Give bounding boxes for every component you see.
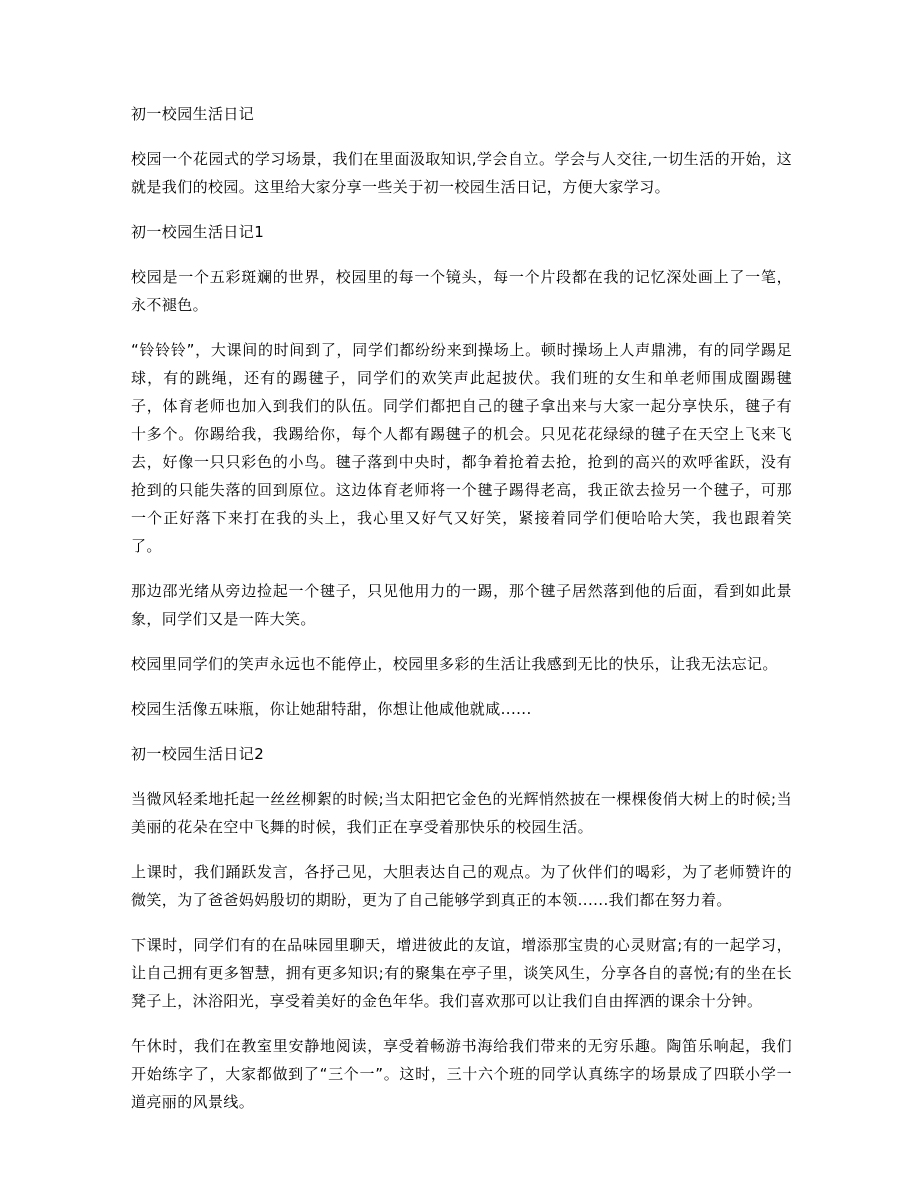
paragraph-diary2-3: 下课时，同学们有的在品味园里聊天，增进彼此的友谊，增添那宝贵的心灵财富;有的一起学习，让自己拥有更多智慧，拥有更多知识;有的聚集在亭子里，谈笑风生，分享各自的喜悦;有的坐在长凳子上，沐浴阳光，享受着美好的金色年华。我们喜欢那可以让我们自由挥洒的课余十分钟。: [131, 936, 792, 1010]
paragraph-diary1-4: 校园里同学们的笑声永远也不能停止，校园里多彩的生活让我感到无比的快乐，让我无法忘记。: [131, 655, 778, 673]
section-heading-diary-1: 初一校园生活日记1: [131, 223, 265, 241]
paragraph-diary2-4: 午休时，我们在教室里安静地阅读，享受着畅游书海给我们带来的无穷乐趣。陶笛乐响起，我们开始练字了，大家都做到了“三个一”。这时，三十六个班的同学认真练字的场景成了四联小学一道亮丽的风景线。: [131, 1037, 792, 1111]
paragraph-diary1-2: “铃铃铃”，大课间的时间到了，同学们都纷纷来到操场上。顿时操场上人声鼎沸，有的同学踢足球，有的跳绳，还有的踢毽子，同学们的欢笑声此起披伏。我们班的女生和单老师围成圈踢毽子，体育老师也加入到我们的队伍。同学们都把自己的毽子拿出来与大家一起分享快乐，毽子有十多个。你踢给我，我踢给你，每个人都有踢毽子的机会。只见花花绿绿的毽子在天空上飞来飞去，好像一只只彩色的小鸟。毽子落到中央时，都争着抢着去抢，抢到的高兴的欢呼雀跃，没有抢到的只能失落的回到原位。这边体育老师将一个毽子踢得老高，我正欲去捡另一个毽子，可那一个正好落下来打在我的头上，我心里又好气又好笑，紧接着同学们便哈哈大笑，我也跟着笑了。: [131, 341, 792, 555]
intro-paragraph: 校园一个花园式的学习场景，我们在里面汲取知识,学会自立。学会与人交往,一切生活的开始，这就是我们的校园。这里给大家分享一些关于初一校园生活日记，方便大家学习。: [131, 150, 792, 196]
paragraph-diary2-1: 当微风轻柔地托起一丝丝柳絮的时候;当太阳把它金色的光辉悄然披在一棵棵俊俏大树上的时候;当美丽的花朵在空中飞舞的时候，我们正在享受着那快乐的校园生活。: [131, 790, 792, 836]
paragraph-diary2-2: 上课时，我们踊跃发言，各抒己见，大胆表达自己的观点。为了伙伴们的喝彩，为了老师赞许的微笑，为了爸爸妈妈殷切的期盼，更为了自己能够学到真正的本领......我们都在努力着。: [131, 863, 792, 909]
document-title: 初一校园生活日记: [131, 105, 255, 123]
paragraph-diary1-5: 校园生活像五味瓶，你让她甜特甜，你想让他咸他就咸......: [131, 700, 532, 718]
paragraph-diary1-3: 那边邵光绪从旁边捡起一个毽子，只见他用力的一踢，那个毽子居然落到他的后面，看到如此景象，同学们又是一阵大笑。: [131, 582, 792, 628]
paragraph-diary1-1: 校园是一个五彩斑斓的世界，校园里的每一个镜头，每一个片段都在我的记忆深处画上了一笔，永不褪色。: [131, 268, 792, 314]
section-heading-diary-2: 初一校园生活日记2: [131, 745, 265, 763]
